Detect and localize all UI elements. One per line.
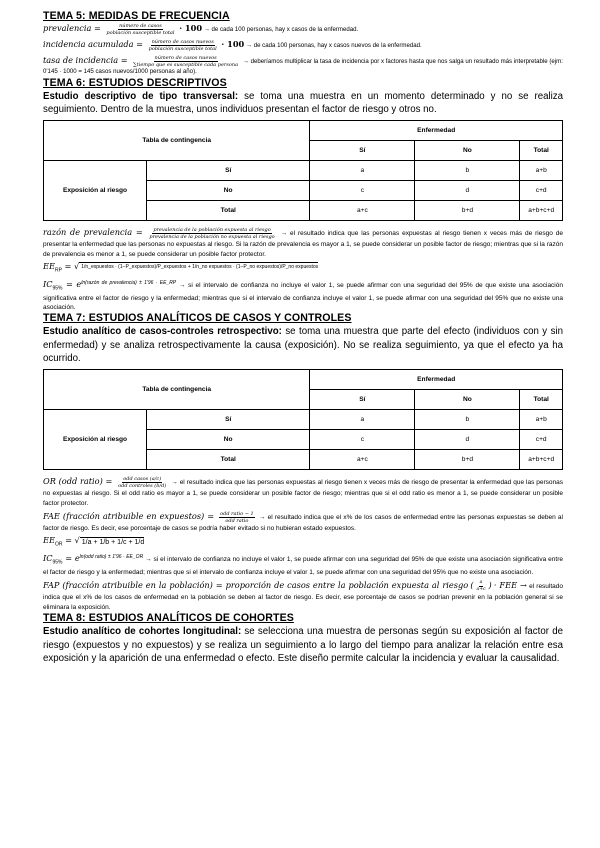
cell-ac: a+c — [310, 201, 415, 221]
cell-c: c — [310, 181, 415, 201]
tema5-title: TEMA 5: MEDIDAS DE FRECUENCIA — [43, 10, 230, 22]
cell-a: a — [310, 161, 415, 181]
formula-fae: FAE (fracción atribuible en expuestos) = $\frac{\text{odd ratio − 1}}{\text{odd ratio}}$ → el resultado indica que el x% de los casos de enfermedad entre las personas expuestas se deben al factor de riesgo. Es decir, ese porcentaje de casos se podría haber evitado si no hubieran estado expuestos. — [43, 511, 563, 533]
cell-d: d — [415, 430, 520, 450]
cell-b: b — [415, 161, 520, 181]
cell-ab: a+b — [520, 410, 563, 430]
header-no: No — [415, 141, 520, 161]
cell-bd: b+d — [415, 450, 520, 470]
cell-cd: c+d — [520, 181, 563, 201]
cell-b: b — [415, 410, 520, 430]
formula-tasa-incidencia: tasa de incidencia = $\frac{\text{número de casos nuevos}}{\text{∑tiempo que es susceptible cada persona}}$ → deberíamos multiplicar la tasa de incidencia por x factores hasta que nos salga un resultado más interpretable (ejm: 0'145 · 1000 = 145 casos nuevos/1000 personas al año). — [43, 55, 563, 75]
row-no: No — [147, 181, 310, 201]
header-enfermedad: Enfermedad — [310, 121, 563, 141]
formula-odd-ratio: OR (odd ratio) = $\frac{\text{odd casos (a/c)}}{\text{odd controles (b/d)}}$ → el resultado indica que las personas expuestas al riesgo tienen x veces más de riesgo de presentar la enfermedad que las personas no expuestas al riesgo. Si el odd ratio es mayor a 1, se puede considerar un posible factor de riesgo; mientras que si el odd ratio es menor a 1, se puede considerar un posible factor protector. — [43, 476, 564, 507]
table-corner: Tabla de contingencia — [44, 121, 310, 161]
row-header-exposicion: Exposición al riesgo — [44, 161, 147, 221]
cell-abcd: a+b+c+d — [520, 201, 563, 221]
header-no: No — [415, 390, 520, 410]
document-page — [43, 10, 563, 665]
formula-ic-rp: $IC_{95\%} = e^{ln(razón de prevalencia) \pm 1'96 \cdot EE\_RP}$ → si el intervalo de confianza no incluye el valor 1, se puede afirmar con una seguridad del 95% de que existe una asociación significativa entre el factor de riesgo y la enfermedad; mientras que si el intervalo de confianza incluye el valor 1, se puede afirmar con una seguridad del 95% que no existe una asociación. — [43, 278, 563, 311]
row-header-exposicion: Exposición al riesgo — [44, 410, 147, 470]
row-no: No — [147, 430, 310, 450]
row-si: Sí — [147, 161, 310, 181]
formula-prevalencia: prevalencia = $\frac{\text{número de casos}}{\text{población susceptible total}}$ · 100 → de cada 100 personas, hay x casos de la enfermedad. — [43, 23, 359, 36]
row-total: Total — [147, 450, 310, 470]
cell-abcd: a+b+c+d — [520, 450, 563, 470]
tema6-intro: Estudio descriptivo de tipo transversal: se toma una muestra en un momento determinado y no se realiza seguimiento. Dentro de la muestra, unos individuos presentan el factor de riesgo y otros no. — [43, 90, 564, 115]
tema8-title: TEMA 8: ESTUDIOS ANALÍTICOS DE COHORTES — [43, 612, 294, 625]
header-si: Sí — [310, 390, 415, 410]
header-enfermedad: Enfermedad — [310, 370, 563, 390]
header-total: Total — [520, 141, 563, 161]
cell-bd: b+d — [415, 201, 520, 221]
row-si: Sí — [147, 410, 310, 430]
cell-ab: a+b — [520, 161, 563, 181]
tema7-intro: Estudio analítico de casos-controles retrospectivo: se toma una muestra que parte del efecto (individuos con y sin enfermedad) y se analiza retrospectivamente la causa (exposición). No se realiza seguimiento, ya que el efecto ya ha ocurrido. — [43, 326, 563, 364]
cell-ac: a+c — [310, 450, 415, 470]
formula-ic-or: $IC_{95\%} = e^{ln(odd ratio) \pm 1'96 \cdot EE\_OR}$ → si el intervalo de confianza no incluye el valor 1, se puede afirmar con una seguridad del 95% de que existe una asociación significativa entre el factor de riesgo y la enfermedad; mientras que si el intervalo de confianza incluye el valor 1, se puede afirmar con una seguridad del 95% que no existe una asociación. — [43, 553, 563, 577]
formula-incidencia: incidencia acumulada = $\frac{\text{número de casos nuevos}}{\text{población susceptible total}}$ · 100 → de cada 100 personas, hay x casos nuevos de la enfermedad. — [43, 39, 422, 52]
header-si: Sí — [310, 141, 415, 161]
cell-d: d — [415, 181, 520, 201]
tema7-title: TEMA 7: ESTUDIOS ANALÍTICOS DE CASOS Y CONTROLES — [43, 312, 352, 325]
contingency-table-2 — [43, 369, 563, 470]
formula-ee-rp: $EE_{RP}$ = √ 1/n_expuestos · (1−P_expuestos)/P_expuestos + 1/n_no expuestos · (1−P_no expuestos)/P_no expuestos — [43, 261, 319, 274]
header-total: Total — [520, 390, 563, 410]
formula-fap: FAP (fracción atribuible en la población) = proporción de casos entre la población expuesta al riesgo ( $\frac{a}{a+c}$ ) · FEE → el resultado indica que el x% de los casos de enfermedad en la población se deben al factor de riesgo. Es decir, ese porcentaje de casos se podrían prevenir en la población general si se eliminara la exposición. — [43, 580, 564, 611]
formula-ee-or: $EE_{OR}$ = √ 1/a + 1/b + 1/c + 1/d — [43, 535, 145, 548]
tema6-title: TEMA 6: ESTUDIOS DESCRIPTIVOS — [43, 76, 227, 89]
cell-a: a — [310, 410, 415, 430]
contingency-table-1 — [43, 120, 563, 221]
formula-razon-prevalencia: razón de prevalencia = $\frac{\text{prevalencia de la población expuesta al riesgo}}{\text{prevalencia de la población no expuesta al riesgo}}$ → el resultado indica que las personas expuestas al riesgo tienen x veces más de riesgo de presentar la enfermedad que las personas no expuestas al riesgo. Si la razón de prevalencia es mayor a 1, se puede considerar un posible factor de riesgo; mientras que si la razón de prevalencia es menor a 1, se puede considerar un posible factor protector. — [43, 227, 563, 258]
table-corner: Tabla de contingencia — [44, 370, 310, 410]
tema8-intro: Estudio analítico de cohortes longitudinal: se selecciona una muestra de personas según su exposición al factor de riesgo (expuestos y no expuestos) y se realiza un seguimiento a lo largo del tiempo para analizar la relación entre esa exposición y la aparición de una enfermedad o efecto. Este diseño permite calcular la incidencia y evaluar la causalidad. — [43, 626, 563, 664]
cell-cd: c+d — [520, 430, 563, 450]
row-total: Total — [147, 201, 310, 221]
cell-c: c — [310, 430, 415, 450]
